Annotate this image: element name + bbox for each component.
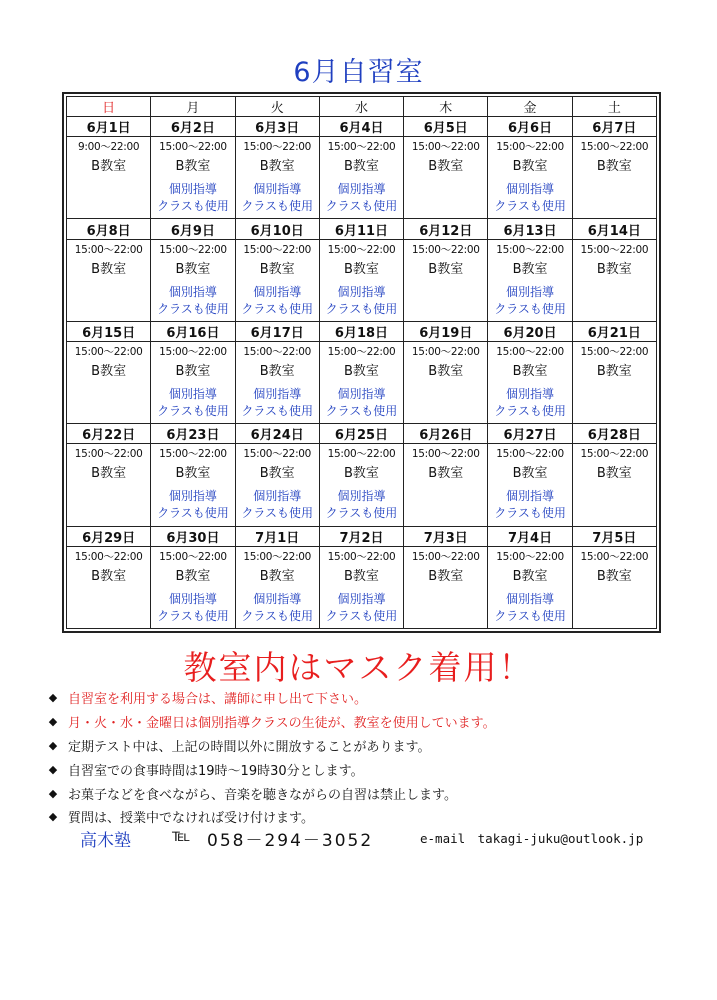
weekday-header: 月: [151, 97, 235, 117]
shared-class-note: 個別指導 クラスも使用: [157, 284, 229, 316]
room-name: B教室: [344, 568, 379, 584]
day-date: 7月2日: [319, 526, 403, 546]
schedule-row: [67, 137, 657, 219]
room-name: B教室: [428, 364, 464, 380]
day-cell: [488, 342, 572, 424]
diamond-bullet-icon: ◆: [48, 762, 58, 776]
room-name: B教室: [428, 466, 464, 482]
rule-text: 定期テスト中は、上記の時間以外に開放することがあります。: [68, 739, 431, 755]
diamond-bullet-icon: ◆: [48, 691, 58, 705]
day-cell: [488, 137, 572, 219]
day-date: 6月4日: [319, 117, 403, 137]
date-row: [67, 321, 657, 341]
room-name: B教室: [596, 568, 632, 584]
page-title: 6月自習室: [293, 57, 424, 88]
day-cell: [151, 137, 235, 219]
room-name: B教室: [175, 364, 211, 380]
shared-class-note: 個別指導 クラスも使用: [157, 182, 229, 214]
day-date: 6月8日: [67, 219, 151, 239]
day-date: 6月14日: [572, 219, 656, 239]
day-date: 6月10日: [235, 219, 319, 239]
day-date: 6月20日: [488, 321, 572, 341]
open-hours: 15:00～22:00: [327, 550, 396, 563]
rule-item: [45, 757, 685, 781]
room-name: B教室: [91, 568, 127, 584]
day-date: 7月3日: [404, 526, 488, 546]
open-hours: 15:00～22:00: [327, 141, 396, 154]
open-hours: 15:00～22:00: [496, 243, 564, 256]
schedule-row: [67, 342, 657, 424]
shared-class-note: 個別指導 クラスも使用: [241, 591, 314, 623]
day-date: 7月1日: [235, 526, 319, 546]
day-cell: [404, 137, 488, 219]
day-date: 6月1日: [67, 117, 151, 137]
open-hours: 15:00～22:00: [411, 346, 480, 359]
open-hours: 15:00～22:00: [411, 550, 480, 563]
open-hours: 15:00～22:00: [74, 448, 143, 461]
room-name: B教室: [596, 261, 632, 277]
room-name: B教室: [259, 364, 295, 380]
day-date: 6月12日: [404, 219, 488, 239]
day-cell: [488, 239, 572, 321]
day-date: 6月17日: [235, 321, 319, 341]
day-cell: [404, 546, 488, 628]
open-hours: 15:00～22:00: [580, 448, 649, 461]
day-date: 6月3日: [235, 117, 319, 137]
day-cell: [151, 239, 235, 321]
rules-list: [45, 686, 685, 829]
rule-item: [45, 710, 685, 734]
open-hours: 15:00～22:00: [243, 141, 312, 154]
weekday-header: 火: [235, 97, 319, 117]
room-name: B教室: [344, 364, 379, 380]
day-date: 6月28日: [572, 424, 656, 444]
room-name: B教室: [512, 159, 548, 175]
open-hours: 15:00～22:00: [496, 448, 564, 461]
date-row: [67, 219, 657, 239]
schedule-row: [67, 239, 657, 321]
room-name: B教室: [428, 159, 464, 175]
shared-class-note: 個別指導 クラスも使用: [325, 489, 398, 521]
day-cell: [319, 546, 403, 628]
open-hours: 15:00～22:00: [159, 550, 227, 563]
diamond-bullet-icon: ◆: [48, 715, 58, 729]
shared-class-note: 個別指導 クラスも使用: [325, 591, 398, 623]
shared-class-note: 個別指導 クラスも使用: [325, 284, 398, 316]
rule-text: 月・火・水・金曜日は個別指導クラスの生徒が、教室を使用しています。: [68, 716, 496, 732]
room-name: B教室: [512, 466, 548, 482]
day-date: 6月22日: [67, 424, 151, 444]
day-date: 6月23日: [151, 424, 235, 444]
shared-class-note: 個別指導 クラスも使用: [157, 387, 229, 419]
day-date: 6月7日: [572, 117, 656, 137]
open-hours: 15:00～22:00: [243, 346, 312, 359]
open-hours: 15:00～22:00: [496, 550, 564, 563]
room-name: B教室: [91, 261, 127, 277]
open-hours: 15:00～22:00: [327, 448, 396, 461]
weekday-header-row: [67, 97, 657, 117]
day-cell: [319, 444, 403, 526]
open-hours: 15:00～22:00: [243, 550, 312, 563]
open-hours: 9:00～22:00: [77, 141, 140, 154]
day-cell: [572, 546, 656, 628]
day-cell: [404, 239, 488, 321]
open-hours: 15:00～22:00: [580, 346, 649, 359]
shared-class-note: 個別指導 クラスも使用: [241, 489, 314, 521]
rule-text: 自習室を利用する場合は、講師に申し出て下さい。: [68, 692, 368, 708]
diamond-bullet-icon: ◆: [48, 810, 58, 824]
day-cell: [235, 239, 319, 321]
open-hours: 15:00～22:00: [74, 243, 143, 256]
date-row: [67, 424, 657, 444]
day-cell: [235, 444, 319, 526]
rule-text: 質問は、授業中でなければ受け付けます。: [68, 811, 314, 827]
day-cell: [404, 342, 488, 424]
open-hours: 15:00～22:00: [496, 346, 564, 359]
day-cell: [67, 546, 151, 628]
email-address: e-mail takagi-juku@outlook.jp: [420, 831, 644, 846]
open-hours: 15:00～22:00: [159, 141, 227, 154]
day-date: 6月30日: [151, 526, 235, 546]
day-cell: [235, 342, 319, 424]
room-name: B教室: [512, 568, 548, 584]
day-cell: [67, 137, 151, 219]
weekday-header: 木: [404, 97, 488, 117]
day-date: 6月16日: [151, 321, 235, 341]
day-date: 6月13日: [488, 219, 572, 239]
weekday-header: 金: [488, 97, 572, 117]
day-date: 6月29日: [67, 526, 151, 546]
day-date: 6月18日: [319, 321, 403, 341]
shared-class-note: 個別指導 クラスも使用: [241, 182, 314, 214]
room-name: B教室: [91, 364, 127, 380]
day-cell: [572, 239, 656, 321]
room-name: B教室: [512, 261, 548, 277]
day-cell: [235, 546, 319, 628]
open-hours: 15:00～22:00: [243, 448, 312, 461]
shared-class-note: 個別指導 クラスも使用: [157, 489, 229, 521]
room-name: B教室: [175, 466, 211, 482]
open-hours: 15:00～22:00: [159, 243, 227, 256]
room-name: B教室: [175, 568, 211, 584]
open-hours: 15:00～22:00: [327, 243, 396, 256]
rule-item: [45, 686, 685, 710]
day-cell: [151, 342, 235, 424]
shared-class-note: 個別指導 クラスも使用: [325, 182, 398, 214]
open-hours: 15:00～22:00: [411, 141, 480, 154]
room-name: B教室: [259, 159, 295, 175]
shared-class-note: 個別指導 クラスも使用: [494, 489, 566, 521]
footer: [0, 826, 717, 850]
open-hours: 15:00～22:00: [580, 141, 649, 154]
day-cell: [67, 342, 151, 424]
open-hours: 15:00～22:00: [74, 550, 143, 563]
day-cell: [319, 239, 403, 321]
open-hours: 15:00～22:00: [580, 550, 649, 563]
day-cell: [488, 444, 572, 526]
rule-text: お菓子などを食べながら、音楽を聴きながらの自習は禁止します。: [68, 787, 457, 803]
school-name: 高木塾: [80, 831, 131, 851]
open-hours: 15:00～22:00: [74, 346, 143, 359]
shared-class-note: 個別指導 クラスも使用: [494, 591, 566, 623]
day-date: 6月6日: [488, 117, 572, 137]
room-name: B教室: [596, 364, 632, 380]
day-cell: [67, 239, 151, 321]
room-name: B教室: [91, 159, 127, 175]
open-hours: 15:00～22:00: [159, 448, 227, 461]
diamond-bullet-icon: ◆: [48, 786, 58, 800]
day-cell: [572, 137, 656, 219]
open-hours: 15:00～22:00: [243, 243, 312, 256]
room-name: B教室: [175, 261, 211, 277]
day-date: 6月24日: [235, 424, 319, 444]
rule-item: [45, 734, 685, 758]
shared-class-note: 個別指導 クラスも使用: [157, 591, 229, 623]
day-date: 6月27日: [488, 424, 572, 444]
rule-item: [45, 781, 685, 805]
shared-class-note: 個別指導 クラスも使用: [241, 387, 314, 419]
schedule-row: [67, 546, 657, 628]
day-cell: [404, 444, 488, 526]
open-hours: 15:00～22:00: [327, 346, 396, 359]
shared-class-note: 個別指導 クラスも使用: [494, 387, 566, 419]
weekday-header: 日: [67, 97, 151, 117]
day-date: 6月25日: [319, 424, 403, 444]
room-name: B教室: [596, 466, 632, 482]
shared-class-note: 個別指導 クラスも使用: [494, 182, 566, 214]
room-name: B教室: [259, 466, 295, 482]
room-name: B教室: [344, 466, 379, 482]
day-date: 6月15日: [67, 321, 151, 341]
open-hours: 15:00～22:00: [411, 448, 480, 461]
room-name: B教室: [596, 159, 632, 175]
day-cell: [319, 137, 403, 219]
day-cell: [572, 444, 656, 526]
day-cell: [488, 546, 572, 628]
day-date: 6月26日: [404, 424, 488, 444]
room-name: B教室: [512, 364, 548, 380]
day-date: 6月2日: [151, 117, 235, 137]
room-name: B教室: [428, 568, 464, 584]
day-cell: [572, 342, 656, 424]
day-date: 7月5日: [572, 526, 656, 546]
day-date: 6月11日: [319, 219, 403, 239]
day-date: 6月21日: [572, 321, 656, 341]
day-date: 7月4日: [488, 526, 572, 546]
shared-class-note: 個別指導 クラスも使用: [241, 284, 314, 316]
date-row: [67, 526, 657, 546]
day-cell: [151, 444, 235, 526]
day-date: 6月5日: [404, 117, 488, 137]
weekday-header: 水: [319, 97, 403, 117]
mask-notice: 教室内はマスク着用！: [183, 648, 534, 687]
open-hours: 15:00～22:00: [496, 141, 564, 154]
diamond-bullet-icon: ◆: [48, 738, 58, 752]
room-name: B教室: [259, 568, 295, 584]
day-date: 6月9日: [151, 219, 235, 239]
day-cell: [151, 546, 235, 628]
room-name: B教室: [344, 159, 379, 175]
tel-label: ℡: [172, 826, 192, 846]
room-name: B教室: [91, 466, 127, 482]
room-name: B教室: [344, 261, 379, 277]
day-cell: [235, 137, 319, 219]
room-name: B教室: [428, 261, 464, 277]
rule-text: 自習室での食事時間は19時～19時30分とします。: [68, 763, 364, 779]
shared-class-note: 個別指導 クラスも使用: [494, 284, 566, 316]
room-name: B教室: [175, 159, 211, 175]
phone-number: 058－294－3052: [207, 831, 374, 851]
shared-class-note: 個別指導 クラスも使用: [325, 387, 398, 419]
day-cell: [67, 444, 151, 526]
open-hours: 15:00～22:00: [159, 346, 227, 359]
date-row: [67, 117, 657, 137]
calendar: [62, 92, 661, 633]
schedule-row: [67, 444, 657, 526]
weekday-header: 土: [572, 97, 656, 117]
room-name: B教室: [259, 261, 295, 277]
open-hours: 15:00～22:00: [580, 243, 649, 256]
open-hours: 15:00～22:00: [411, 243, 480, 256]
calendar-table: [66, 96, 657, 629]
day-cell: [319, 342, 403, 424]
day-date: 6月19日: [404, 321, 488, 341]
